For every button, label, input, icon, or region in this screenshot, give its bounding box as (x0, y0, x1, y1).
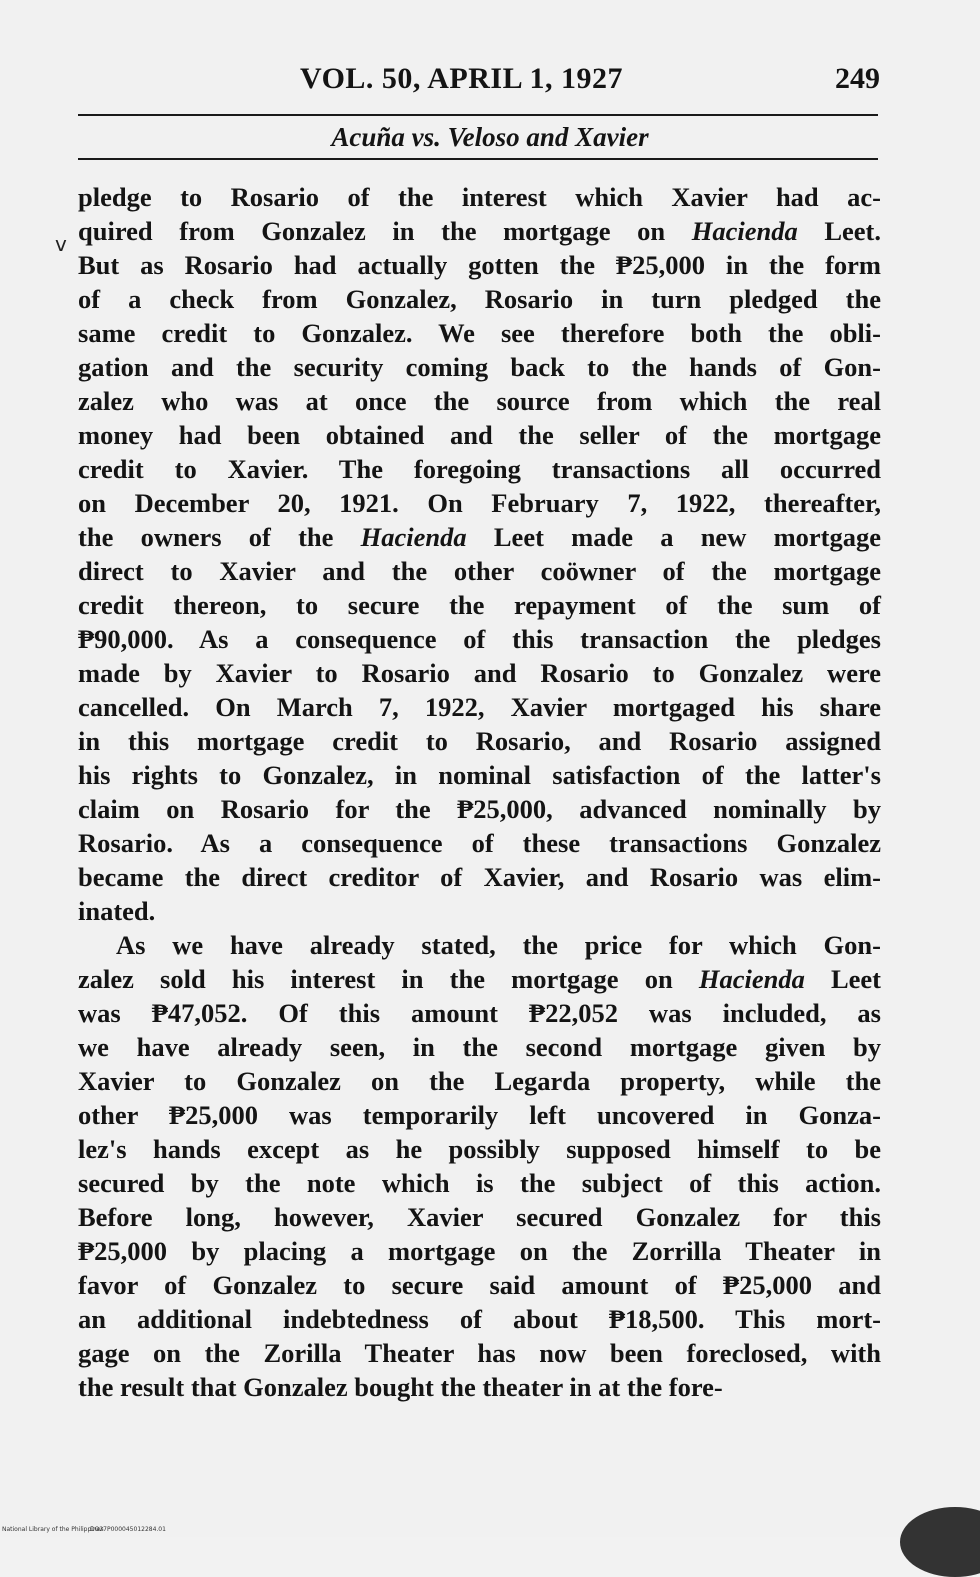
text-line: same credit to Gonzalez. We see therefore both the obli- (78, 318, 881, 348)
text-line: in this mortgage credit to Rosario, and Rosario assigned (78, 726, 881, 756)
text-line: claim on Rosario for the ₱25,000, advanced nominally by (78, 794, 881, 824)
text-line: Rosario. As a consequence of these transactions Gonzalez (78, 828, 881, 858)
text-line: Xavier to Gonzalez on the Legarda property, while the (78, 1066, 881, 1096)
header-rule-top (78, 114, 878, 116)
text-line: an additional indebtedness of about ₱18,500. This mort- (78, 1304, 881, 1334)
text-line: Before long, however, Xavier secured Gonzalez for this (78, 1202, 881, 1232)
text-line: we have already seen, in the second mortgage given by (78, 1032, 881, 1062)
text-line: ₱25,000 by placing a mortgage on the Zorrilla Theater in (78, 1236, 881, 1266)
text-line: credit thereon, to secure the repayment of the sum of (78, 590, 881, 620)
text-line: As we have already stated, the price for which Gon- (116, 930, 881, 960)
volume-date: VOL. 50, APRIL 1, 1927 (300, 62, 623, 95)
text-line: gation and the security coming back to the hands of Gon- (78, 352, 881, 382)
text-line: But as Rosario had actually gotten the ₱25,000 in the form (78, 250, 881, 280)
text-line: cancelled. On March 7, 1922, Xavier mortgaged his share (78, 692, 881, 722)
footer-library: National Library of the Philippines (2, 1526, 104, 1533)
text-line: was ₱47,052. Of this amount ₱22,052 was included, as (78, 998, 881, 1028)
text-line: zalez who was at once the source from which the real (78, 386, 881, 416)
text-line: ₱90,000. As a consequence of this transaction the pledges (78, 624, 881, 654)
text-line: pledge to Rosario of the interest which Xavier had ac- (78, 182, 881, 212)
text-line: quired from Gonzalez in the mortgage on Hacienda Leet. (78, 216, 882, 246)
case-title: Acuña vs. Veloso and Xavier (331, 122, 649, 152)
scan-corner-shadow (900, 1507, 980, 1577)
text-line: on December 20, 1921. On February 7, 1922, thereafter, (78, 488, 881, 518)
text-line: lez's hands except as he possibly supposed himself to be (78, 1134, 881, 1164)
text-line: made by Xavier to Rosario and Rosario to Gonzalez were (78, 658, 881, 688)
text-line: the result that Gonzalez bought the theater in at the fore- (78, 1372, 723, 1402)
text-line: other ₱25,000 was temporarily left uncovered in Gonza- (78, 1100, 881, 1130)
text-line: his rights to Gonzalez, in nominal satisfaction of the latter's (78, 760, 881, 790)
margin-mark: v (55, 232, 67, 256)
running-head (78, 62, 880, 102)
text-line: credit to Xavier. The foregoing transactions all occurred (78, 454, 881, 484)
text-line: gage on the Zorilla Theater has now been foreclosed, with (78, 1338, 881, 1368)
header-rule-bottom (78, 158, 878, 160)
text-line: secured by the note which is the subject of this action. (78, 1168, 881, 1198)
text-line: inated. (78, 896, 156, 926)
text-line: zalez sold his interest in the mortgage on Hacienda Leet (78, 964, 881, 994)
footer-code: DO27P000045012284.01 (90, 1526, 166, 1533)
text-line: money had been obtained and the seller of the mortgage (78, 420, 881, 450)
text-line: favor of Gonzalez to secure said amount of ₱25,000 and (78, 1270, 881, 1300)
text-line: of a check from Gonzalez, Rosario in turn pledged the (78, 284, 881, 314)
text-line: direct to Xavier and the other coöwner of the mortgage (78, 556, 881, 586)
body-text (78, 180, 881, 1404)
text-line: became the direct creditor of Xavier, and Rosario was elim- (78, 862, 881, 892)
text-line: the owners of the Hacienda Leet made a new mortgage (78, 522, 881, 552)
page-number: 249 (835, 62, 880, 95)
